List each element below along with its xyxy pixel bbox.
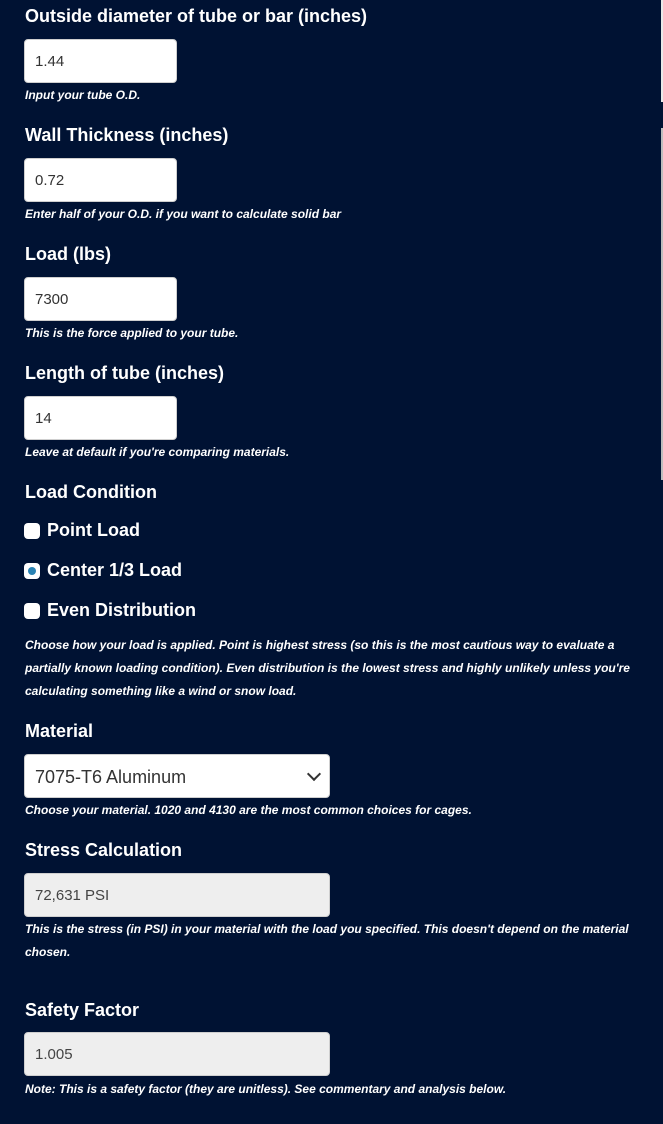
outside-diameter-hint: Input your tube O.D. [25, 88, 141, 102]
length-hint: Leave at default if you're comparing materials. [25, 445, 290, 459]
load-hint: This is the force applied to your tube. [25, 326, 239, 340]
stress-output: 72,631 PSI [24, 873, 330, 917]
wall-thickness-label: Wall Thickness (inches) [25, 125, 229, 145]
even-distribution-checkbox[interactable] [24, 603, 40, 619]
load-condition-label: Load Condition [25, 482, 157, 502]
center-third-load-radio[interactable] [24, 563, 40, 579]
material-selected-value: 7075-T6 Aluminum [35, 767, 187, 787]
material-select[interactable] [24, 754, 330, 798]
safety-factor-hint: Note: This is a safety factor (they are unitless). See commentary and analysis below. [25, 1082, 507, 1096]
option-even-distribution[interactable] [24, 600, 196, 621]
stress-hint: This is the stress (in PSI) in your material with the load you specified. This doesn't depend on the material chosen. [25, 922, 629, 959]
point-load-checkbox[interactable] [24, 523, 40, 539]
load-condition-hint: Choose how your load is applied. Point is highest stress (so this is the most cautious way to evaluate a partially known loading condition). Even distribution is the lowest stress and highly unlikely unless you're calculating something like a wind or snow load. [25, 638, 630, 698]
material-label: Material [25, 721, 94, 741]
material-hint: Choose your material. 1020 and 4130 are the most common choices for cages. [25, 803, 472, 817]
wall-thickness-hint: Enter half of your O.D. if you want to calculate solid bar [25, 207, 342, 221]
option-center-third-load[interactable] [24, 560, 182, 581]
stress-label: Stress Calculation [25, 840, 183, 860]
even-distribution-label: Even Distribution [47, 600, 197, 620]
outside-diameter-label: Outside diameter of tube or bar (inches) [25, 6, 368, 26]
length-label: Length of tube (inches) [25, 363, 224, 383]
point-load-label: Point Load [47, 520, 140, 540]
option-point-load[interactable] [24, 520, 140, 541]
load-input[interactable]: 7300 [24, 277, 177, 321]
length-input[interactable]: 14 [24, 396, 177, 440]
safety-factor-output: 1.005 [24, 1032, 330, 1076]
outside-diameter-input[interactable]: 1.44 [24, 39, 177, 83]
chevron-down-icon [307, 767, 321, 781]
load-label: Load (lbs) [25, 244, 111, 264]
safety-factor-label: Safety Factor [25, 1000, 140, 1020]
center-third-load-label: Center 1/3 Load [47, 560, 183, 580]
wall-thickness-input[interactable]: 0.72 [24, 158, 177, 202]
